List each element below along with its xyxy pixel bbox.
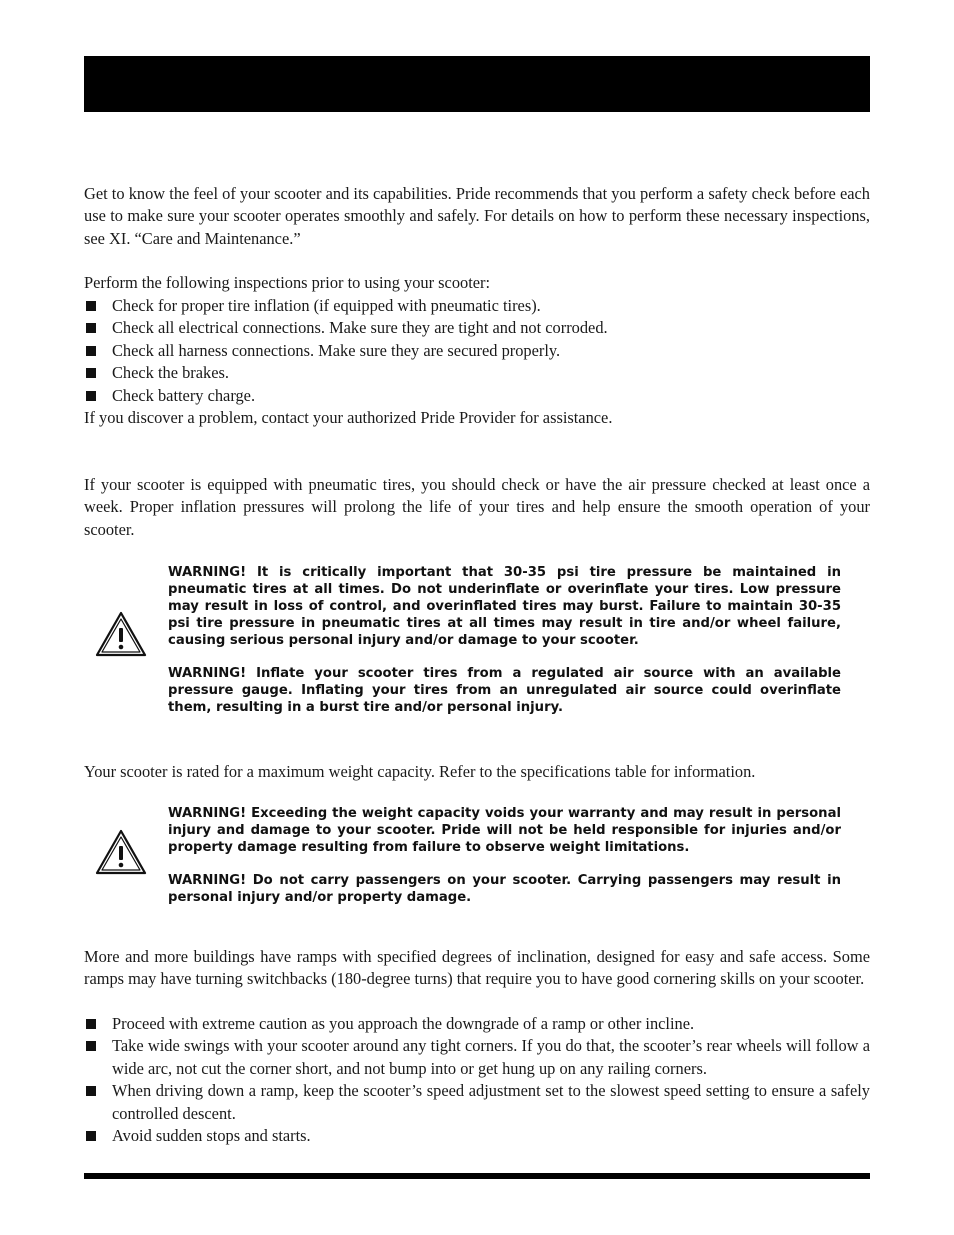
list-item: Check battery charge. [84,385,870,407]
warning-triangle-icon [94,828,148,876]
square-bullet-icon [86,1041,96,1051]
tire-paragraph: If your scooter is equipped with pneumatic tires, you should check or have the air pressure checked at least once a week. Proper inflation pressures will prolong the life of your tires and help ensure the smooth operation of your scooter. [84,475,870,539]
weight-warning-1: WARNING! Exceeding the weight capacity voids your warranty and may result in personal injury and damage to your scooter. Pride will not be held responsible for injuries and/or property damage resulting from failure to observe weight limitations. [168,806,841,855]
list-item: Check all harness connections. Make sure they are secured properly. [84,340,870,362]
list-item: Avoid sudden stops and starts. [84,1125,870,1147]
header-bar [84,56,870,112]
square-bullet-icon [86,323,96,333]
inspection-list [84,295,870,407]
square-bullet-icon [86,301,96,311]
weight-paragraph: Your scooter is rated for a maximum weight capacity. Refer to the specifications table for information. [84,762,756,781]
list-item: Check the brakes. [84,362,870,384]
list-item: Check for proper tire inflation (if equipped with pneumatic tires). [84,295,870,317]
list-item: Take wide swings with your scooter around any tight corners. If you do that, the scooter’s rear wheels will follow a wide arc, not cut the corner short, and not bump into or get hung up on any railing corners. [84,1035,870,1080]
square-bullet-icon [86,1019,96,1029]
ramp-list [84,1013,870,1147]
list-item: Check all electrical connections. Make sure they are tight and not corroded. [84,317,870,339]
footer-rule [84,1173,870,1179]
tire-warning-1: WARNING! It is critically important that 30-35 psi tire pressure be maintained in pneumatic tires at all times. Do not underinflate or overinflate your tires. Low pressure may result in loss of control, and overinflated tires may burst. Failure to maintain 30-35 psi tire pressure in pneumatic tires at all times may result in tire and/or wheel failure, causing serious personal injury and/or damage to your scooter. [168,565,841,648]
list-item: Proceed with extreme caution as you approach the downgrade of a ramp or other incline. [84,1013,870,1035]
inspections-lead: Perform the following inspections prior to using your scooter: [84,273,491,292]
ramps-paragraph: More and more buildings have ramps with specified degrees of inclination, designed for easy and safe access. Some ramps may have turning switchbacks (180-degree turns) that require you to have good cornering skills on your scooter. [84,947,870,989]
square-bullet-icon [86,391,96,401]
square-bullet-icon [86,346,96,356]
list-item: When driving down a ramp, keep the scooter’s speed adjustment set to the slowest speed setting to ensure a safely controlled descent. [84,1080,870,1125]
tire-warning-2: WARNING! Inflate your scooter tires from a regulated air source with an available pressure gauge. Inflating your tires from an unregulated air source could overinflate them, resulting in a burst tire and/or personal injury. [168,666,841,715]
intro-paragraph: Get to know the feel of your scooter and its capabilities. Pride recommends that you perform a safety check before each use to make sure your scooter operates smoothly and safely. For details on how to perform these necessary inspections, see XI. “Care and Maintenance.” [84,184,870,248]
square-bullet-icon [86,1131,96,1141]
square-bullet-icon [86,368,96,378]
problem-note: If you discover a problem, contact your authorized Pride Provider for assistance. [84,408,613,427]
warning-triangle-icon [94,610,148,658]
weight-warning-2: WARNING! Do not carry passengers on your scooter. Carrying passengers may result in personal injury and/or property damage. [168,873,841,905]
square-bullet-icon [86,1086,96,1096]
